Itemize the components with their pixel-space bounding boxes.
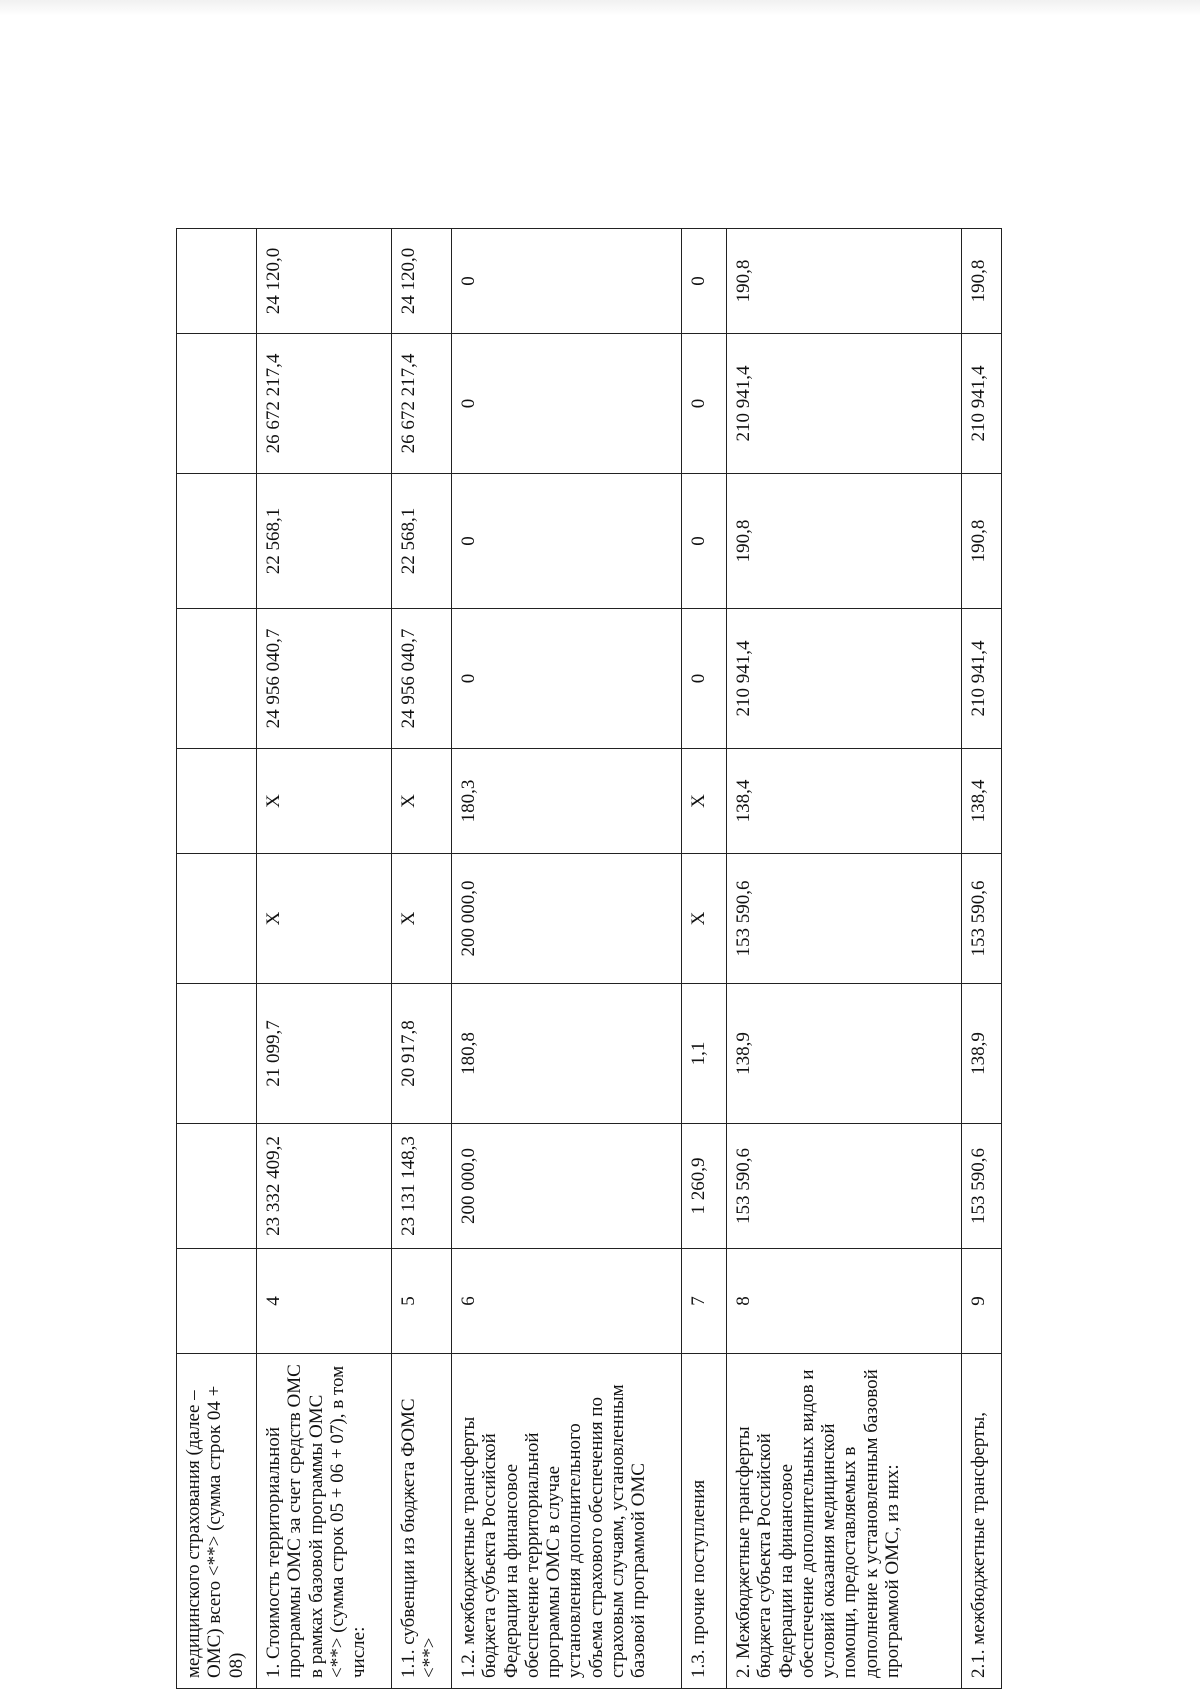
row-label: 2.1. межбюджетные трансферты,: [962, 1354, 1002, 1689]
table-cell: 24 956 040,7: [392, 609, 452, 749]
table-cell: 0: [682, 334, 727, 474]
table-cell: 0: [452, 609, 682, 749]
row-number: 5: [392, 1249, 452, 1354]
table-cell: 200 000,0: [452, 854, 682, 984]
table-cell: 190,8: [727, 229, 962, 334]
table-cell: [177, 984, 257, 1124]
table-cell: [177, 1124, 257, 1249]
table-cell: X: [682, 854, 727, 984]
table-cell: 23 332 409,2: [257, 1124, 392, 1249]
table-cell: 210 941,4: [962, 334, 1002, 474]
table-cell: [177, 229, 257, 334]
table-cell: 153 590,6: [962, 854, 1002, 984]
table-row: [682, 229, 727, 1689]
row-label: 1. Стоимость территориальной программы ОМС за счет средств ОМС в рамках базовой программы ОМС <**> (сумма строк 05 + 06 + 07), в том числе:: [257, 1354, 392, 1689]
table-cell: 21 099,7: [257, 984, 392, 1124]
row-number: 9: [962, 1249, 1002, 1354]
table-cell: 180,3: [452, 749, 682, 854]
table-cell: 20 917,8: [392, 984, 452, 1124]
table-cell: 210 941,4: [727, 334, 962, 474]
table-cell: 153 590,6: [962, 1124, 1002, 1249]
table-cell: 22 568,1: [257, 474, 392, 609]
table-cell: 26 672 217,4: [257, 334, 392, 474]
table-cell: 22 568,1: [392, 474, 452, 609]
table-cell: X: [682, 749, 727, 854]
table-cell: 138,9: [727, 984, 962, 1124]
table-cell: 1,1: [682, 984, 727, 1124]
table-cell: 190,8: [962, 474, 1002, 609]
table-cell: 24 120,0: [257, 229, 392, 334]
table-cell: 23 131 148,3: [392, 1124, 452, 1249]
table-cell: 0: [452, 229, 682, 334]
row-label: медицинского страхования (далее – ОМС) всего <**> (сумма строк 04 + 08): [177, 1354, 257, 1689]
row-label: 1.2. межбюджетные трансферты бюджета субъекта Российской Федерации на финансовое обеспечение территориальной программы ОМС в случае установления дополнительного объема страхового обеспечения по страховым случаям, установленным базовой программой ОМС: [452, 1354, 682, 1689]
table-cell: 153 590,6: [727, 854, 962, 984]
row-label: 2. Межбюджетные трансферты бюджета субъекта Российской Федерации на финансовое обеспечение дополнительных видов и условий оказания медицинской помощи, предоставляемых в дополнение к установленным базовой программой ОМС, из них:: [727, 1354, 962, 1689]
row-number: 7: [682, 1249, 727, 1354]
row-label: 1.1. субвенции из бюджета ФОМС <**>: [392, 1354, 452, 1689]
table-cell: X: [392, 749, 452, 854]
table-row: [177, 229, 257, 1689]
table-cell: [177, 749, 257, 854]
table-row: [392, 229, 452, 1689]
table-cell: 0: [682, 229, 727, 334]
table-cell: 210 941,4: [727, 609, 962, 749]
table-cell: 190,8: [727, 474, 962, 609]
table-cell: 1 260,9: [682, 1124, 727, 1249]
table-cell: 0: [452, 334, 682, 474]
row-number: 6: [452, 1249, 682, 1354]
row-number: 8: [727, 1249, 962, 1354]
table-cell: 153 590,6: [727, 1124, 962, 1249]
table-cell: 138,4: [962, 749, 1002, 854]
table-row: [257, 229, 392, 1689]
table-cell: 24 956 040,7: [257, 609, 392, 749]
table-cell: [177, 609, 257, 749]
table-cell: 26 672 217,4: [392, 334, 452, 474]
table-cell: 200 000,0: [452, 1124, 682, 1249]
table-cell: 0: [682, 609, 727, 749]
table-cell: [177, 474, 257, 609]
table-row: [727, 229, 962, 1689]
table-cell: [177, 854, 257, 984]
table-cell: 0: [452, 474, 682, 609]
table-cell: 180,8: [452, 984, 682, 1124]
table-cell: 190,8: [962, 229, 1002, 334]
table-cell: [177, 334, 257, 474]
row-label: 1.3. прочие поступления: [682, 1354, 727, 1689]
table-cell: 138,4: [727, 749, 962, 854]
financing-table: [176, 228, 1002, 1689]
row-number: 4: [257, 1249, 392, 1354]
table-cell: X: [392, 854, 452, 984]
table-row: [962, 229, 1002, 1689]
table-cell: 24 120,0: [392, 229, 452, 334]
table-cell: 210 941,4: [962, 609, 1002, 749]
table-cell: X: [257, 854, 392, 984]
row-number: [177, 1249, 257, 1354]
table-row: [452, 229, 682, 1689]
table-cell: X: [257, 749, 392, 854]
table-cell: 138,9: [962, 984, 1002, 1124]
table-cell: 0: [682, 474, 727, 609]
